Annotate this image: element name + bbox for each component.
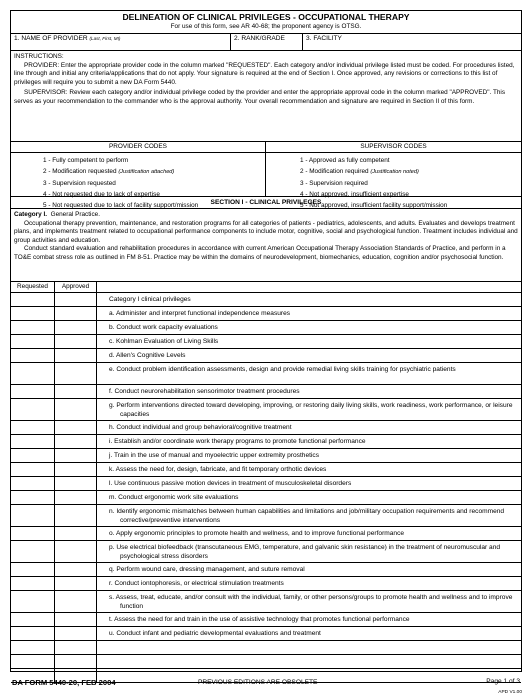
privilege-text: m. Conduct ergonomic work site evaluations bbox=[109, 494, 239, 501]
provider-name-hint: (Last, First, MI) bbox=[89, 36, 121, 41]
privilege-cell bbox=[97, 363, 521, 384]
table-row bbox=[11, 293, 521, 307]
requested-code-cell[interactable] bbox=[11, 435, 55, 448]
requested-code-cell[interactable] bbox=[11, 655, 55, 668]
privilege-cell bbox=[97, 491, 521, 504]
privilege-cell bbox=[97, 641, 521, 654]
approved-code-cell[interactable] bbox=[55, 363, 97, 384]
privilege-text: r. Conduct iontophoresis, or electrical stimulation treatments bbox=[109, 580, 284, 587]
privilege-cell bbox=[97, 293, 521, 306]
privilege-cell bbox=[97, 385, 521, 398]
privilege-cell bbox=[97, 421, 521, 434]
privilege-text: b. Conduct work capacity evaluations bbox=[109, 324, 218, 331]
privilege-cell bbox=[97, 349, 521, 362]
approved-code-cell[interactable] bbox=[55, 335, 97, 348]
apd-version: APD V1.00 bbox=[498, 690, 522, 695]
category-paragraph-2: Conduct standard evaluation and rehabilitation procedures in accordance with current American Occupational Therapy Association Standards of Practice, and perform in a TO&E combat stress role as outlined in FM 8-51. Practice may be within the domains of neurodevelopment, biomechanics, education, cognition and/or psychosocial function. bbox=[14, 245, 506, 261]
rank-grade-field[interactable] bbox=[231, 34, 303, 50]
privilege-column-header bbox=[97, 282, 521, 292]
code-text: 1 - Fully competent to perform bbox=[43, 157, 129, 164]
code-note: (Justification noted) bbox=[370, 169, 419, 175]
privilege-text: o. Apply ergonomic principles to promote health and wellness, and to improve functional performance bbox=[109, 530, 405, 537]
privilege-cell bbox=[97, 449, 521, 462]
category-description bbox=[11, 209, 521, 282]
requested-code-cell[interactable] bbox=[11, 613, 55, 626]
code-text: 3 - Supervision required bbox=[300, 180, 368, 187]
code-text: 4 - Not approved, insufficient expertise bbox=[300, 191, 409, 198]
requested-code-cell[interactable] bbox=[11, 421, 55, 434]
approved-code-cell[interactable] bbox=[55, 505, 97, 526]
code-text: 3 - Supervision requested bbox=[43, 180, 116, 187]
approved-column-header: Approved bbox=[55, 282, 97, 292]
table-row bbox=[11, 449, 521, 463]
form-header bbox=[11, 11, 521, 34]
requested-code-cell[interactable] bbox=[11, 399, 55, 420]
privilege-text: Category I clinical privileges bbox=[109, 296, 191, 303]
approved-code-cell[interactable] bbox=[55, 449, 97, 462]
requested-code-cell[interactable] bbox=[11, 385, 55, 398]
privilege-cell bbox=[97, 505, 521, 526]
requested-code-cell[interactable] bbox=[11, 527, 55, 540]
privilege-cell bbox=[97, 477, 521, 490]
approved-code-cell[interactable] bbox=[55, 613, 97, 626]
page-number: Page 1 of 3 bbox=[486, 678, 520, 685]
table-row bbox=[11, 591, 521, 613]
approved-code-cell[interactable] bbox=[55, 641, 97, 654]
approved-code-cell[interactable] bbox=[55, 577, 97, 590]
approved-code-cell[interactable] bbox=[55, 591, 97, 612]
code-item bbox=[300, 189, 521, 200]
provider-name-label: 1. NAME OF PROVIDER bbox=[14, 35, 88, 42]
provider-instructions: PROVIDER: Enter the appropriate provider code in the column marked "REQUESTED". Each category and/or individual privilege listed must be coded. For procedures listed, line through and initial any criteria/applications that do not apply. Your signature is required at the end of Section I. Once approved, any revisions or corrections to this list of privileges will require you to submit a new DA Form 5440. bbox=[14, 61, 515, 86]
requested-code-cell[interactable] bbox=[11, 627, 55, 640]
approved-code-cell[interactable] bbox=[55, 349, 97, 362]
code-text: 1 - Approved as fully competent bbox=[300, 157, 390, 164]
approved-code-cell[interactable] bbox=[55, 293, 97, 306]
requested-code-cell[interactable] bbox=[11, 541, 55, 562]
instructions-block bbox=[11, 51, 521, 142]
table-row bbox=[11, 641, 521, 655]
privilege-text: n. Identify ergonomic mismatches between human capabilities and limitations and job/military occupation requirements and recommend corrective/preventive interventions bbox=[109, 508, 505, 524]
table-row bbox=[11, 321, 521, 335]
instructions-heading: INSTRUCTIONS: bbox=[14, 53, 64, 60]
code-item bbox=[300, 155, 521, 166]
table-row bbox=[11, 491, 521, 505]
table-row bbox=[11, 349, 521, 363]
approved-code-cell[interactable] bbox=[55, 563, 97, 576]
privilege-text: h. Conduct individual and group behavioral/cognitive treatment bbox=[109, 424, 292, 431]
table-row bbox=[11, 463, 521, 477]
privilege-cell bbox=[97, 463, 521, 476]
approved-code-cell[interactable] bbox=[55, 463, 97, 476]
table-row bbox=[11, 527, 521, 541]
requested-code-cell[interactable] bbox=[11, 505, 55, 526]
privilege-cell bbox=[97, 613, 521, 626]
editions-note: PREVIOUS EDITIONS ARE OBSOLETE bbox=[198, 679, 318, 686]
category-label: Category I. bbox=[14, 211, 48, 218]
privilege-cell bbox=[97, 399, 521, 420]
table-row bbox=[11, 577, 521, 591]
privilege-cell bbox=[97, 307, 521, 320]
requested-code-cell[interactable] bbox=[11, 477, 55, 490]
privilege-text: l. Use continuous passive motion devices in treatment of musculoskeletal disorders bbox=[109, 480, 352, 487]
table-row bbox=[11, 307, 521, 321]
table-row bbox=[11, 435, 521, 449]
table-row bbox=[11, 613, 521, 627]
requested-code-cell[interactable] bbox=[11, 463, 55, 476]
facility-label: 3. FACILITY bbox=[306, 35, 342, 42]
code-item bbox=[300, 178, 521, 189]
category-paragraph-1: Occupational therapy prevention, maintenance, and restoration programs for all categories of patients - pediatrics, adolescents, and adults. Evaluates and develops treatment plans, and implements treatment related to occupational performance components to include motor, cognitive, social and psychological function. Treatment includes individual and group activities and education. bbox=[14, 219, 518, 244]
table-row bbox=[11, 541, 521, 563]
requested-code-cell[interactable] bbox=[11, 577, 55, 590]
privilege-cell bbox=[97, 335, 521, 348]
approved-code-cell[interactable] bbox=[55, 491, 97, 504]
privilege-cell bbox=[97, 541, 521, 562]
privilege-cell bbox=[97, 577, 521, 590]
privilege-cell bbox=[97, 655, 521, 668]
form-title: DELINEATION OF CLINICAL PRIVILEGES - OCCUPATIONAL THERAPY bbox=[122, 12, 410, 22]
table-row bbox=[11, 363, 521, 385]
privilege-text: f. Conduct neurorehabilitation sensorimotor treatment procedures bbox=[109, 388, 300, 395]
table-row bbox=[11, 505, 521, 527]
privilege-cell bbox=[97, 527, 521, 540]
supervisor-instructions: SUPERVISOR: Review each category and/or individual privilege coded by the provider and enter the appropriate approval code in the column marked "APPROVED". This serves as your recommendation to the commander who is the approval authority. Your overall recommendation and signature are required in Section II of this form. bbox=[14, 89, 506, 105]
provider-name-field[interactable] bbox=[11, 34, 231, 50]
requested-column-header: Requested bbox=[11, 282, 55, 292]
requested-code-cell[interactable] bbox=[11, 293, 55, 306]
approved-code-cell[interactable] bbox=[55, 655, 97, 668]
approved-code-cell[interactable] bbox=[55, 527, 97, 540]
approved-code-cell[interactable] bbox=[55, 307, 97, 320]
table-row bbox=[11, 421, 521, 435]
privilege-text: t. Assess the need for and train in the use of assistive technology that promotes functional performance bbox=[109, 616, 410, 623]
privilege-text: g. Perform interventions directed toward developing, improving, or restoring daily living skills, work readiness, work performance, or leisure capacities bbox=[109, 402, 513, 418]
table-row bbox=[11, 655, 521, 669]
table-row bbox=[11, 399, 521, 421]
code-item bbox=[300, 166, 521, 178]
approved-code-cell[interactable] bbox=[55, 399, 97, 420]
requested-code-cell[interactable] bbox=[11, 491, 55, 504]
requested-code-cell[interactable] bbox=[11, 321, 55, 334]
requested-code-cell[interactable] bbox=[11, 349, 55, 362]
form-footer bbox=[10, 676, 522, 690]
code-text: 2 - Modification requested bbox=[43, 168, 119, 175]
privilege-text: i. Establish and/or coordinate work therapy programs to promote functional performance bbox=[109, 438, 366, 445]
requested-code-cell[interactable] bbox=[11, 335, 55, 348]
privilege-cell bbox=[97, 591, 521, 612]
facility-field[interactable] bbox=[303, 34, 521, 50]
code-item bbox=[43, 155, 265, 166]
requested-code-cell[interactable] bbox=[11, 363, 55, 384]
rank-grade-label: 2. RANK/GRADE bbox=[234, 35, 285, 42]
code-item bbox=[43, 166, 265, 178]
privileges-table-header bbox=[11, 282, 521, 293]
code-text: 5 - Not requested due to lack of facility support/mission bbox=[43, 202, 199, 209]
form-id: DA FORM 5440-20, FEB 2004 bbox=[12, 678, 116, 687]
privileges-table-body bbox=[11, 293, 521, 683]
table-row bbox=[11, 385, 521, 399]
requested-code-cell[interactable] bbox=[11, 449, 55, 462]
section-heading: SECTION I - CLINICAL PRIVILEGES bbox=[11, 197, 521, 209]
privilege-text: q. Perform wound care, dressing management, and suture removal bbox=[109, 566, 305, 573]
privilege-text: k. Assess the need for, design, fabricate, and fit temporary orthotic devices bbox=[109, 466, 327, 473]
requested-code-cell[interactable] bbox=[11, 641, 55, 654]
approved-code-cell[interactable] bbox=[55, 627, 97, 640]
privilege-text: j. Train in the use of manual and myoelectric upper extremity prosthetics bbox=[109, 452, 319, 459]
approved-code-cell[interactable] bbox=[55, 435, 97, 448]
code-text: 5 - Not approved, insufficient facility support/mission bbox=[300, 202, 448, 209]
code-text: 2 - Modification required bbox=[300, 168, 371, 175]
code-item bbox=[300, 200, 521, 211]
privilege-cell bbox=[97, 563, 521, 576]
privilege-cell bbox=[97, 435, 521, 448]
privilege-cell bbox=[97, 627, 521, 640]
table-row bbox=[11, 627, 521, 641]
provider-codes-header: PROVIDER CODES bbox=[11, 142, 265, 153]
approved-code-cell[interactable] bbox=[55, 321, 97, 334]
code-text: 4 - Not requested due to lack of expertise bbox=[43, 191, 160, 198]
privilege-text: p. Use electrical biofeedback (transcutaneous EMG, temperature, and galvanic skin resistance) in the treatment of neuromuscular and psychological stress disorders bbox=[109, 544, 501, 560]
privilege-text: u. Conduct infant and pediatric developmental evaluations and treatment bbox=[109, 630, 321, 637]
approved-code-cell[interactable] bbox=[55, 541, 97, 562]
approved-code-cell[interactable] bbox=[55, 385, 97, 398]
privilege-text: c. Kohlman Evaluation of Living Skills bbox=[109, 338, 219, 345]
requested-code-cell[interactable] bbox=[11, 307, 55, 320]
identification-row bbox=[11, 34, 521, 51]
approved-code-cell[interactable] bbox=[55, 477, 97, 490]
table-row bbox=[11, 563, 521, 577]
requested-code-cell[interactable] bbox=[11, 563, 55, 576]
privilege-text: d. Allen's Cognitive Levels bbox=[109, 352, 186, 359]
table-row bbox=[11, 477, 521, 491]
form-subtitle: For use of this form, see AR 40-68; the proponent agency is OTSG. bbox=[170, 23, 362, 30]
privilege-text: a. Administer and interpret functional independence measures bbox=[109, 310, 291, 317]
approved-code-cell[interactable] bbox=[55, 421, 97, 434]
category-name: General Practice. bbox=[50, 211, 100, 218]
code-item bbox=[43, 178, 265, 189]
supervisor-codes-header: SUPERVISOR CODES bbox=[266, 142, 521, 153]
table-row bbox=[11, 335, 521, 349]
requested-code-cell[interactable] bbox=[11, 591, 55, 612]
privilege-cell bbox=[97, 321, 521, 334]
form-page bbox=[10, 10, 522, 672]
code-note: (Justification attached) bbox=[118, 169, 175, 175]
privilege-text: e. Conduct problem identification assessments, design and provide remedial living skills training for psychiatric patients bbox=[109, 366, 456, 373]
privilege-text: s. Assess, treat, educate, and/or consult with the individual, family, or other persons/groups to promote health and wellness and to improve function bbox=[109, 594, 513, 610]
